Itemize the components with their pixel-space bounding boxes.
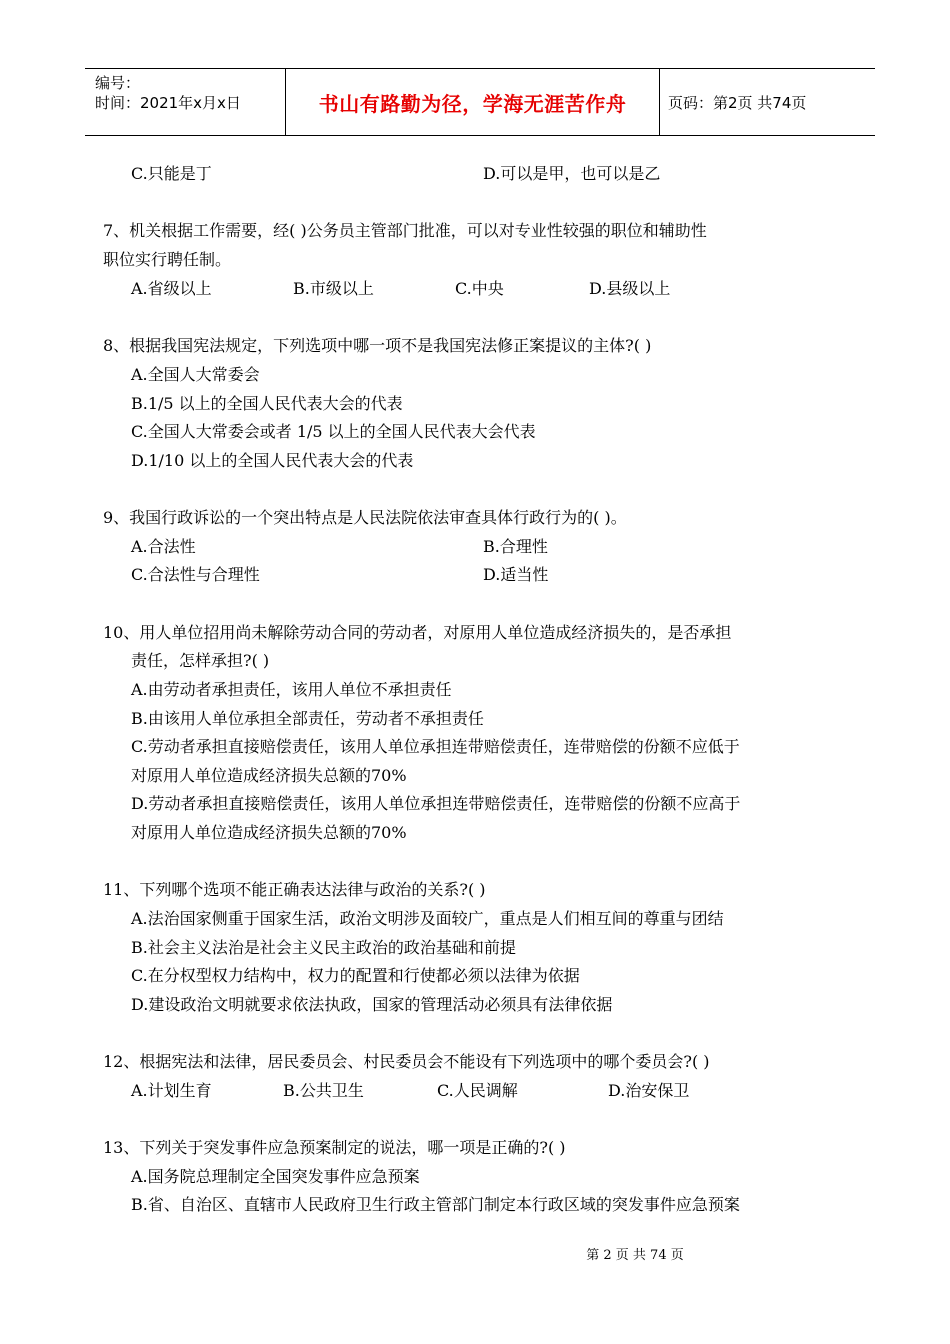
q9-option-b: B.合理性 [483,537,548,556]
q11-option-d: D.建设政治文明就要求依法执政，国家的管理活动必须具有法律依据 [131,995,613,1014]
q10-stem-line1: 10、用人单位招用尚未解除劳动合同的劳动者，对原用人单位造成经济损失的，是否承担 [103,623,732,642]
q8-option-d: D.1/10 以上的全国人民代表大会的代表 [131,451,414,470]
q11-option-a: A.法治国家侧重于国家生活，政治文明涉及面较广，重点是人们相互间的尊重与团结 [131,909,724,928]
q8-option-b: B.1/5 以上的全国人民代表大会的代表 [131,394,403,413]
q10-option-c-line1: C.劳动者承担直接赔偿责任，该用人单位承担连带赔偿责任，连带赔偿的份额不应低于 [131,737,740,756]
q12-option-c: C.人民调解 [437,1081,518,1100]
q9-option-d: D.适当性 [483,565,549,584]
q12-option-a: A.计划生育 [131,1081,212,1100]
q7-option-d: D.县级以上 [589,279,671,298]
q7-stem-line2: 职位实行聘任制。 [103,250,232,269]
q9-stem: 9、我国行政诉讼的一个突出特点是人民法院依法审查具体行政行为的( )。 [103,508,627,527]
q9-option-c: C.合法性与合理性 [131,565,260,584]
q8-option-a: A.全国人大常委会 [131,365,260,384]
q10-option-a: A.由劳动者承担责任，该用人单位不承担责任 [131,680,452,699]
q9-option-a: A.合法性 [131,537,196,556]
header-motto: 书山有路勤为径，学海无涯苦作舟 [286,69,660,135]
q8-option-c: C.全国人大常委会或者 1/5 以上的全国人民代表大会代表 [131,422,536,441]
q13-option-a: A.国务院总理制定全国突发事件应急预案 [131,1167,420,1186]
q11-stem: 11、下列哪个选项不能正确表达法律与政治的关系?( ) [103,880,486,899]
number-label: 编号： [95,74,141,92]
document-header [85,68,875,136]
q11-option-c: C.在分权型权力结构中，权力的配置和行使都必须以法律为依据 [131,966,580,985]
q7-option-c: C.中央 [455,279,504,298]
q6-option-c: C.只能是丁 [131,164,212,183]
q7-option-b: B.市级以上 [293,279,374,298]
q10-option-c-line2: 对原用人单位造成经济损失总额的70% [131,766,407,785]
q6-option-d: D.可以是甲，也可以是乙 [483,164,661,183]
q10-option-d-line2: 对原用人单位造成经济损失总额的70% [131,823,407,842]
q10-option-d-line1: D.劳动者承担直接赔偿责任，该用人单位承担连带赔偿责任，连带赔偿的份额不应高于 [131,794,741,813]
q7-stem-line1: 7、机关根据工作需要，经( )公务员主管部门批准，可以对专业性较强的职位和辅助性 [103,221,707,240]
q7-option-a: A.省级以上 [131,279,212,298]
time-label: 时间：2021年x月x日 [95,94,241,112]
q8-stem: 8、根据我国宪法规定，下列选项中哪一项不是我国宪法修正案提议的主体?( ) [103,336,652,355]
q11-option-b: B.社会主义法治是社会主义民主政治的政治基础和前提 [131,938,516,957]
q10-option-b: B.由该用人单位承担全部责任，劳动者不承担责任 [131,709,484,728]
page-footer: 第 2 页 共 74 页 [586,1248,684,1263]
header-page-info: 页码：第2页 共74页 [668,93,807,112]
q10-stem-line2: 责任，怎样承担?( ) [131,651,270,670]
q12-option-b: B.公共卫生 [283,1081,364,1100]
q13-stem: 13、下列关于突发事件应急预案制定的说法，哪一项是正确的?( ) [103,1138,566,1157]
header-meta [85,69,286,135]
q12-stem: 12、根据宪法和法律，居民委员会、村民委员会不能设有下列选项中的哪个委员会?( ) [103,1052,710,1071]
q12-option-d: D.治安保卫 [608,1081,690,1100]
q13-option-b: B.省、自治区、直辖市人民政府卫生行政主管部门制定本行政区域的突发事件应急预案 [131,1195,740,1214]
